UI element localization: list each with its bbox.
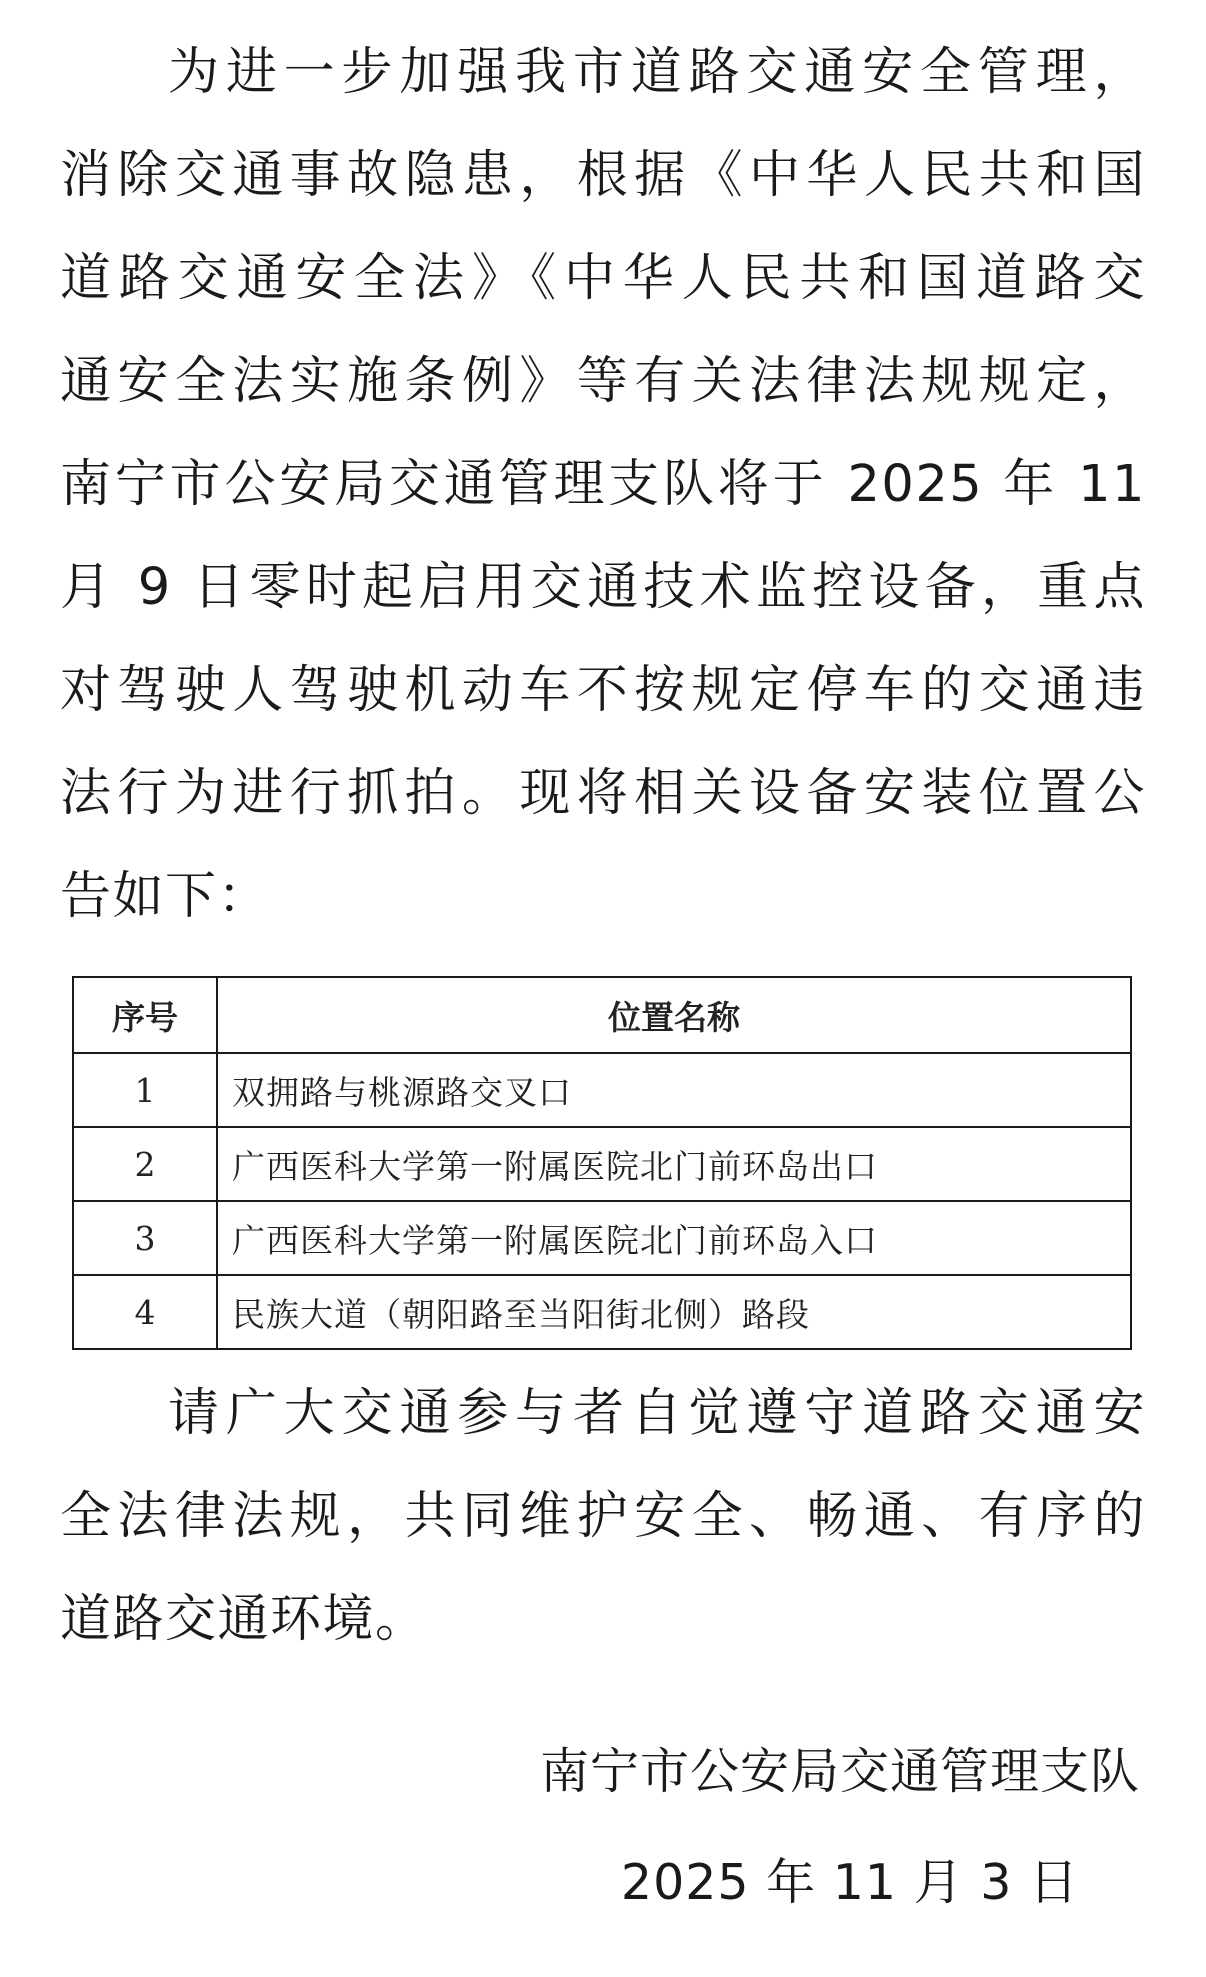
closing-line: 道路交通环境。 [60,1590,428,1649]
closing-line: 请广大交通参与者自觉遵守道路交通安 [168,1384,1146,1443]
locations-table-container [72,976,1132,1350]
table-header-row [73,977,1131,1053]
intro-line: 告如下： [60,867,271,926]
intro-line: 道路交通安全法》《中华人民共和国道路交 [60,249,1146,308]
row-index: 4 [73,1275,217,1349]
signature-organization: 南宁市公安局交通管理支队 [539,1743,1140,1800]
intro-line: 月 9 日零时起启用交通技术监控设备，重点 [60,558,1146,617]
row-index: 3 [73,1201,217,1275]
closing-paragraph [60,1362,1146,1671]
table-row [73,1275,1131,1349]
row-location: 广西医科大学第一附属医院北门前环岛入口 [217,1201,1131,1275]
intro-line: 通安全法实施条例》等有关法律法规规定， [60,352,1146,411]
intro-line: 对驾驶人驾驶机动车不按规定停车的交通违 [60,661,1146,720]
locations-table [72,976,1132,1350]
intro-line: 法行为进行抓拍。现将相关设备安装位置公 [60,764,1146,823]
intro-line: 为进一步加强我市道路交通安全管理， [168,43,1146,102]
row-location: 双拥路与桃源路交叉口 [217,1053,1131,1127]
closing-line: 全法律法规，共同维护安全、畅通、有序的 [60,1487,1146,1546]
row-index: 2 [73,1127,217,1201]
intro-paragraph [60,21,1146,948]
table-row [73,1201,1131,1275]
row-location: 广西医科大学第一附属医院北门前环岛出口 [217,1127,1131,1201]
row-location: 民族大道（朝阳路至当阳街北侧）路段 [217,1275,1131,1349]
table-row [73,1053,1131,1127]
signature-date: 2025 年 11 月 3 日 [620,1854,1079,1911]
table-row [73,1127,1131,1201]
row-index: 1 [73,1053,217,1127]
intro-line: 南宁市公安局交通管理支队将于 2025 年 11 [60,455,1146,514]
index-column-header: 序号 [73,977,217,1053]
location-column-header: 位置名称 [217,977,1131,1053]
intro-line: 消除交通事故隐患，根据《中华人民共和国 [60,146,1146,205]
